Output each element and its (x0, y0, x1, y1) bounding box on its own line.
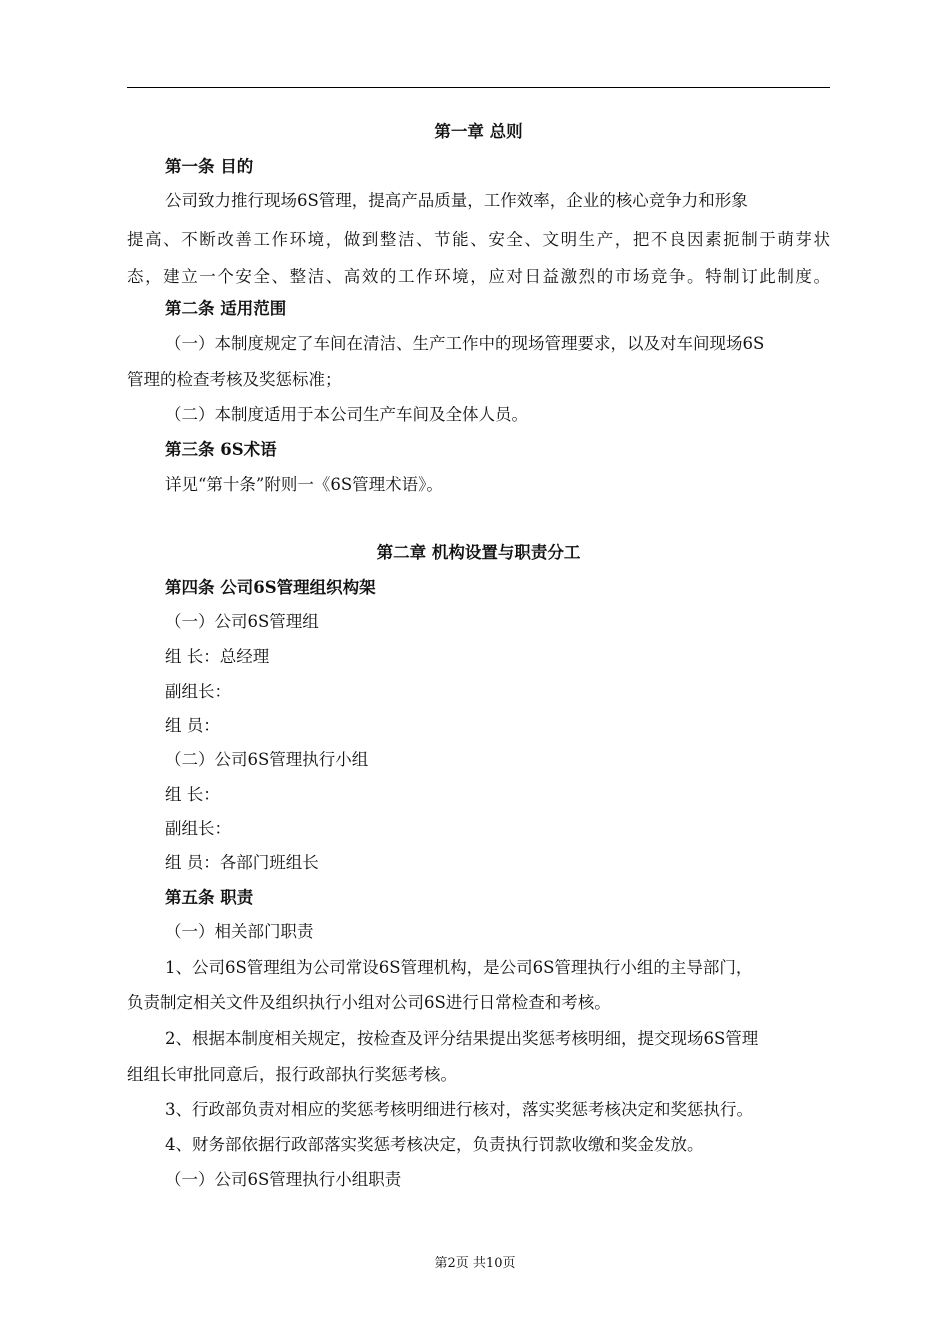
article-2-line: （一）本制度规定了车间在清洁、生产工作中的现场管理要求，以及对车间现场6S (165, 334, 765, 353)
article-1-heading: 第一条 目的 (165, 157, 254, 176)
article-2-line: 管理的检查考核及奖惩标准； (127, 370, 342, 389)
article-5-line: 1、公司6S管理组为公司常设6S管理机构，是公司6S管理执行小组的主导部门， (165, 958, 753, 977)
article-5-line: 2、根据本制度相关规定，按检查及评分结果提出奖惩考核明细，提交现场6S管理 (165, 1029, 759, 1048)
chapter-1-title: 第一章 总则 (434, 122, 523, 141)
header-rule (127, 87, 830, 88)
article-4-line: 组 员：各部门班组长 (165, 853, 319, 872)
article-4-line: （二）公司6S管理执行小组 (165, 750, 369, 769)
article-3-line: 详见“第十条”附则一《6S管理术语》。 (165, 475, 443, 494)
article-4-line: 组 长： (165, 785, 220, 804)
page-number: 第2页 共10页 (434, 1256, 516, 1271)
chapter-2-title: 第二章 机构设置与职责分工 (376, 543, 581, 562)
article-4-heading: 第四条 公司6S管理组织构架 (165, 578, 376, 597)
article-3-heading: 第三条 6S术语 (165, 440, 277, 459)
article-5-line: 组组长审批同意后，报行政部执行奖惩考核。 (127, 1065, 457, 1084)
article-2-line: （二）本制度适用于本公司生产车间及全体人员。 (165, 405, 528, 424)
article-1-line: 公司致力推行现场6S管理，提高产品质量，工作效率，企业的核心竞争力和形象 (165, 191, 748, 210)
article-2-heading: 第二条 适用范围 (165, 299, 287, 318)
article-4-line: （一）公司6S管理组 (165, 612, 319, 631)
article-1-line: 提高、不断改善工作环境，做到整洁、节能、安全、文明生产，把不良因素扼制于萌芽状 (127, 230, 830, 249)
article-4-line: 组 员： (165, 716, 220, 735)
article-1-line: 态，建立一个安全、整洁、高效的工作环境，应对日益激烈的市场竞争。特制订此制度。 (127, 267, 830, 286)
article-5-line: （一）公司6S管理执行小组职责 (165, 1170, 402, 1189)
article-5-heading: 第五条 职责 (165, 888, 254, 907)
article-5-line: 负责制定相关文件及组织执行小组对公司6S进行日常检查和考核。 (127, 993, 611, 1012)
article-4-line: 副组长： (165, 819, 231, 838)
article-5-line: 3、行政部负责对相应的奖惩考核明细进行核对，落实奖惩考核决定和奖惩执行。 (165, 1100, 753, 1119)
article-4-line: 组 长：总经理 (165, 647, 270, 666)
article-4-line: 副组长： (165, 682, 231, 701)
article-5-line: （一）相关部门职责 (165, 922, 314, 941)
article-5-line: 4、财务部依据行政部落实奖惩考核决定，负责执行罚款收缴和奖金发放。 (165, 1135, 704, 1154)
